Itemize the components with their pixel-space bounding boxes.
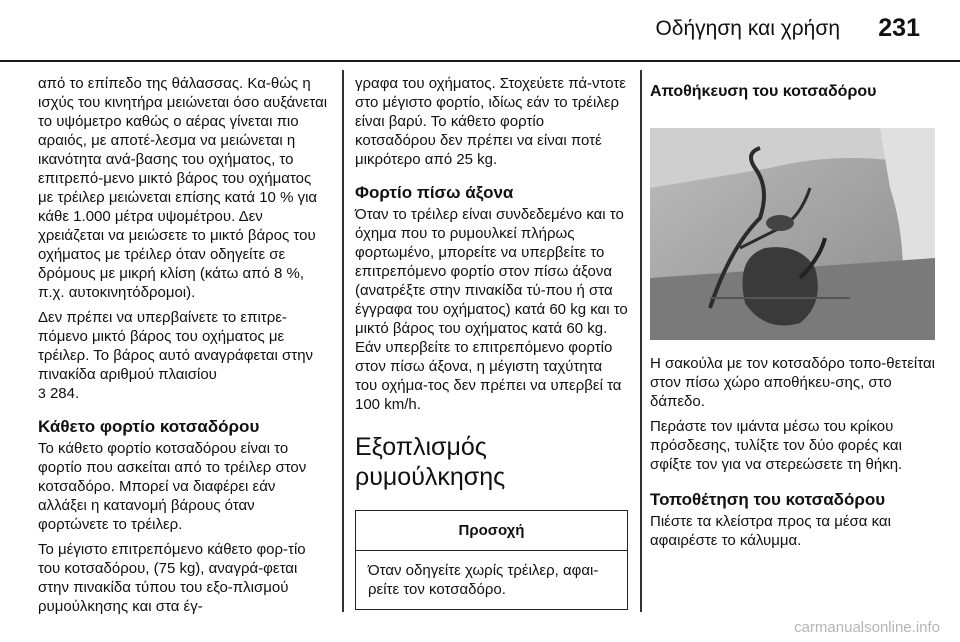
caution-box xyxy=(355,510,628,610)
column-left xyxy=(38,74,328,622)
column-middle xyxy=(355,74,628,610)
paragraph-remove-cover: Πιέστε τα κλείστρα προς τα μέσα και αφαιρέστε το κάλυμμα. xyxy=(650,513,891,549)
page-reference[interactable]: 284. xyxy=(49,385,80,402)
page-number: 231 xyxy=(878,14,920,42)
column-right xyxy=(650,74,935,556)
paragraph-vertical-load: Το κάθετο φορτίο κοτσαδόρου είναι το φορτίο που ασκείται από το τρέιλερ στον κοτσαδόρο. Μπορεί να διαφέρει εάν αλλάξει η κατανομή βάρους όταν φορτώνετε το τρέιλερ. xyxy=(38,440,307,533)
column-divider-2 xyxy=(640,70,642,612)
caution-title: Προσοχή xyxy=(356,511,627,551)
heading-vertical-load: Κάθετο φορτίο κοτσαδόρου xyxy=(38,417,260,436)
caution-text: Όταν οδηγείτε χωρίς τρέιλερ, αφαι-ρείτε τον κοτσαδόρο. xyxy=(368,562,599,598)
page-header xyxy=(0,0,960,60)
paragraph-max-vertical-load: Το μέγιστο επιτρεπόμενο κάθετο φορ-τίο του κοτσαδόρου, (75 kg), αναγρά-φεται στην πινακίδα τύπου του εξο-πλισμού ρυμούλκησης και στα έγ- xyxy=(38,541,306,615)
header-divider xyxy=(0,60,960,62)
chapter-title: Οδήγηση και χρήση xyxy=(655,17,840,40)
heading-mounting: Τοποθέτηση του κοτσαδόρου xyxy=(650,490,886,509)
paragraph-rear-axle-load: Όταν το τρέιλερ είναι συνδεδεμένο και το όχημα που το ρυμουλκεί πλήρως φορτωμένο, μπορείτε να υπερβείτε το επιτρεπόμενο φορτίο στον πίσω άξονα (ανατρέξτε στην πινακίδα τύ-που ή στα έγγραφα του οχήματος) κατά 60 kg και το μικτό βάρος του οχήματος κατά 60 kg. Εάν υπερβείτε το επιτρεπόμενο φορτίο στον πίσω άξονα, η μέγιστη ταχύτητα του οχήμα-τος δεν πρέπει να υπερβεί τα 100 km/h. xyxy=(355,206,628,413)
heading-rear-axle-load: Φορτίο πίσω άξονα xyxy=(355,183,514,202)
paragraph-vertical-load-cont: γραφα του οχήματος. Στοχεύετε πά-ντοτε στο μέγιστο φορτίο, ιδίως εάν το τρέιλερ είναι βαρύ. Το κάθετο φορτίο κοτσαδόρου δεν πρέπει να είναι ποτέ μικρότερο από 25 kg. xyxy=(355,75,626,168)
watermark: carmanualsonline.info xyxy=(794,619,940,636)
heading-storage: Αποθήκευση του κοτσαδόρου xyxy=(650,83,877,100)
tow-bar-bag-photo xyxy=(650,128,935,340)
heading-towing-equipment: Εξοπλισμός ρυμούλκησης xyxy=(355,433,506,491)
paragraph-bag-location: Η σακούλα με τον κοτσαδόρο τοπο-θετείται στον πίσω χώρο αποθήκευ-σης, στο δάπεδο. xyxy=(650,355,935,410)
column-divider-1 xyxy=(342,70,344,612)
paragraph-gross-weight: Δεν πρέπει να υπερβαίνετε το επιτρε-πόμενο μικτό βάρος του οχήματος με τρέιλερ. Το βάρος αυτό αναγράφεται στην πινακίδα αριθμού πλαισίου 3 284. xyxy=(38,309,314,402)
reference-arrow-icon: 3 xyxy=(38,385,46,401)
paragraph-altitude: από το επίπεδο της θάλασσας. Κα-θώς η ισχύς του κινητήρα μειώνεται όσο αυξάνεται το υψόμετρο καθώς ο αέρας γίνεται πιο αραιός, με αποτέ-λεσμα να μειώνεται η ικανότητα ανά-βασης του οχήματος, το επιτρεπό-μενο μικτό βάρος του οχήματος με τρέιλερ μειώνεται επίσης κατά 10 % για κάθε 1.000 μέτρα υψομέτρου. Δεν χρειάζεται να μειώσετε το μικτό βάρος του οχήματος με τρέιλερ όταν οδηγείτε σε δρόμους με μικρή κλίση (κάτω από 8 %, π.χ. αυτοκινητόδρομοι). xyxy=(38,75,328,301)
paragraph-strap-instructions: Περάστε τον ιμάντα μέσω του κρίκου πρόσδεσης, τυλίξτε τον δύο φορές και σφίξτε τον για να στερεώσετε τη θήκη. xyxy=(650,418,903,473)
